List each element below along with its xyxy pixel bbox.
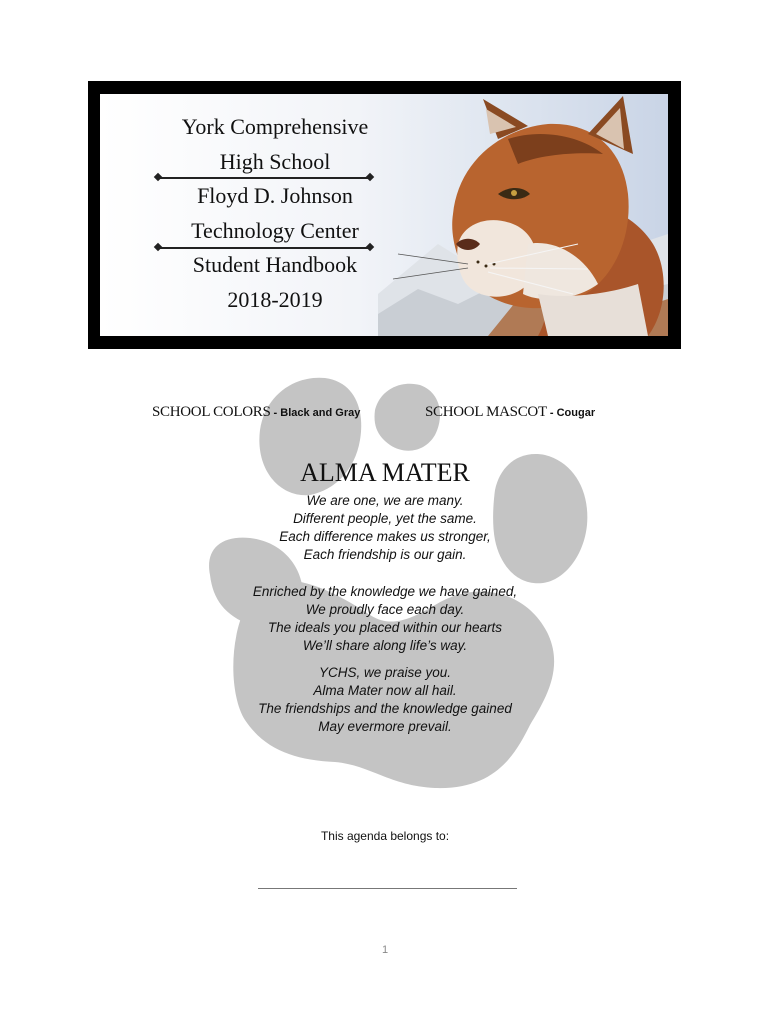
agenda-belongs-to-label: This agenda belongs to: (320, 829, 450, 843)
stanza-line: We proudly face each day. (305, 602, 465, 617)
banner-line-6: 2018-2019 (227, 286, 323, 312)
banner-line-4: Technology Center (191, 217, 359, 243)
banner-line-5: Student Handbook (192, 252, 358, 277)
school-mascot (425, 404, 595, 421)
stanza-line: Enriched by the knowledge we have gained, (252, 584, 518, 599)
school-colors-value: - Black and Gray (270, 407, 361, 419)
cougar-illustration (378, 94, 668, 336)
stanza-line: Alma Mater now all hail. (313, 683, 457, 698)
school-mascot-value: - Cougar (546, 407, 596, 419)
title-divider-2 (158, 247, 370, 249)
stanza-line: The ideals you placed within our hearts (267, 620, 503, 635)
stanza-line: Different people, yet the same. (293, 511, 477, 526)
stanza-line: Each friendship is our gain. (303, 547, 467, 562)
owner-name-line (258, 888, 517, 889)
stanza-line: We’ll share along life’s way. (302, 638, 468, 653)
stanza-line: The friendships and the knowledge gained (258, 701, 512, 716)
banner-line-2: High School (219, 148, 331, 174)
banner-inner (100, 94, 668, 336)
alma-mater-title: ALMA MATER (300, 458, 470, 487)
page-number: 1 (381, 944, 389, 956)
banner-title (140, 110, 410, 317)
school-info-row (152, 404, 632, 424)
banner-line-3: Floyd D. Johnson (197, 183, 353, 208)
school-colors (152, 404, 360, 421)
alma-mater-stanza-1 (200, 492, 570, 564)
handbook-banner (88, 81, 681, 349)
alma-mater-stanza-3 (200, 664, 570, 736)
title-divider-1 (158, 177, 370, 179)
school-mascot-label: SCHOOL MASCOT (425, 404, 547, 420)
stanza-line: We are one, we are many. (306, 493, 464, 508)
stanza-line: YCHS, we praise you. (318, 665, 452, 680)
school-colors-label: SCHOOL COLORS (152, 404, 271, 420)
stanza-line: May evermore prevail. (318, 719, 452, 734)
banner-line-1: York Comprehensive (181, 114, 369, 139)
stanza-line: Each difference makes us stronger, (279, 529, 491, 544)
alma-mater-stanza-2 (200, 583, 570, 655)
